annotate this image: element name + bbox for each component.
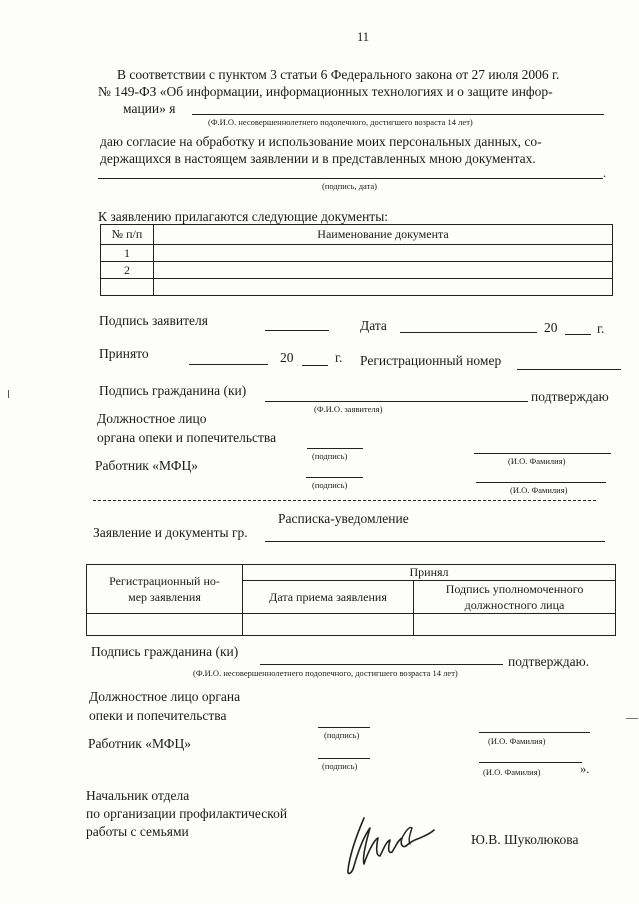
mfc-sign-caption: (подпись) bbox=[312, 480, 348, 490]
reg-number-label: Регистрационный номер bbox=[360, 353, 502, 368]
accepted-date-field[interactable] bbox=[189, 364, 268, 365]
consent-sign-caption: (подпись, дата) bbox=[322, 181, 378, 191]
col-accepted-header: Принял bbox=[243, 565, 616, 581]
consent-sign-field[interactable] bbox=[98, 178, 603, 179]
official-line-2: органа опеки и попечительства bbox=[97, 430, 277, 445]
consent-sign-end: . bbox=[603, 166, 607, 180]
fio-field[interactable] bbox=[192, 114, 604, 115]
official-name-field[interactable] bbox=[474, 453, 611, 454]
col-sign-header-line-2: должностного лица bbox=[464, 598, 565, 612]
mfc-sign-field[interactable] bbox=[306, 477, 363, 478]
documents-heading: К заявлению прилагаются следующие документы: bbox=[98, 209, 389, 224]
applicant-sign-field[interactable] bbox=[265, 330, 329, 331]
receipt-mfc-name-field[interactable] bbox=[479, 762, 582, 763]
head-name: Ю.В. Шуколюкова bbox=[471, 832, 579, 847]
sign-cell[interactable] bbox=[414, 614, 616, 636]
date-year-prefix: 20 bbox=[544, 320, 558, 335]
col-name-header: Наименование документа bbox=[154, 225, 613, 245]
mfc-name-field[interactable] bbox=[476, 482, 606, 483]
table-row bbox=[101, 262, 613, 279]
citizen-confirm: подтверждаю bbox=[531, 389, 609, 404]
receipt-official-sign-caption: (подпись) bbox=[324, 730, 360, 740]
receipt-confirm: подтверждаю. bbox=[508, 654, 590, 669]
applicant-fio-caption: (Ф.И.О. заявителя) bbox=[314, 404, 383, 414]
col-sign-header bbox=[414, 581, 616, 614]
reg-cell[interactable] bbox=[87, 614, 243, 636]
row-num bbox=[101, 279, 154, 296]
row-num: 2 bbox=[101, 262, 154, 279]
receipt-mfc-name-caption: (И.О. Фамилия) bbox=[483, 767, 541, 777]
receipt-closing: ». bbox=[580, 762, 590, 776]
receipt-title: Расписка-уведомление bbox=[278, 511, 409, 526]
consent-line-1: В соответствии с пунктом 3 статьи 6 Федерального закона от 27 июля 2006 г. bbox=[117, 67, 560, 82]
applicant-sign-label: Подпись заявителя bbox=[99, 313, 208, 328]
official-line-1: Должностное лицо bbox=[97, 411, 207, 426]
row-name-cell[interactable] bbox=[154, 279, 613, 296]
mfc-label: Работник «МФЦ» bbox=[95, 458, 198, 473]
citizen-sign-label: Подпись гражданина (ки) bbox=[99, 383, 247, 398]
consent-line-4: даю согласие на обработку и использование моих персональных данных, со- bbox=[100, 134, 542, 149]
reg-number-field[interactable] bbox=[517, 369, 621, 370]
consent-line-2: № 149-ФЗ «Об информации, информационных технологиях и о защите инфор- bbox=[98, 84, 553, 99]
consent-line-5: держащихся в настоящем заявлении и в представленных мною документах. bbox=[100, 151, 536, 166]
official-name-caption: (И.О. Фамилия) bbox=[508, 456, 566, 466]
fio-caption: (Ф.И.О. несовершеннолетнего подопечного, достигшего возраста 14 лет) bbox=[208, 117, 473, 127]
signature-image bbox=[340, 812, 440, 880]
col-reg-header-line-1: Регистрационный но- bbox=[109, 574, 220, 588]
receipt-table bbox=[86, 564, 616, 636]
receipt-official-name-caption: (И.О. Фамилия) bbox=[488, 736, 546, 746]
scan-mark bbox=[8, 390, 9, 398]
head-line-3: работы с семьями bbox=[86, 824, 189, 839]
table-row bbox=[87, 614, 616, 636]
receipt-docs-field[interactable] bbox=[265, 541, 605, 542]
receipt-mfc-sign-field[interactable] bbox=[318, 758, 370, 759]
scan-mark bbox=[626, 718, 638, 719]
date-label: Дата bbox=[360, 318, 387, 333]
mfc-name-caption: (И.О. Фамилия) bbox=[510, 485, 568, 495]
table-row bbox=[101, 279, 613, 296]
row-name-cell[interactable] bbox=[154, 245, 613, 262]
accepted-year-suffix: г. bbox=[335, 350, 343, 365]
receipt-official-line-1: Должностное лицо органа bbox=[89, 689, 241, 704]
row-name-cell[interactable] bbox=[154, 262, 613, 279]
date-year-field[interactable] bbox=[565, 334, 591, 335]
date-field[interactable] bbox=[400, 332, 537, 333]
row-num: 1 bbox=[101, 245, 154, 262]
page-number: 11 bbox=[357, 30, 370, 44]
consent-line-3: мации» я bbox=[123, 101, 176, 116]
receipt-docs-label: Заявление и документы гр. bbox=[93, 525, 248, 540]
receipt-citizen-sign-label: Подпись гражданина (ки) bbox=[91, 644, 239, 659]
official-sign-caption: (подпись) bbox=[312, 451, 348, 461]
receipt-official-name-field[interactable] bbox=[479, 732, 590, 733]
col-reg-header bbox=[87, 565, 243, 614]
head-line-1: Начальник отдела bbox=[86, 788, 190, 803]
table-row bbox=[101, 245, 613, 262]
col-sign-header-line-1: Подпись уполномоченного bbox=[445, 582, 584, 596]
receipt-official-line-2: опеки и попечительства bbox=[89, 708, 227, 723]
col-num-header: № п/п bbox=[101, 225, 154, 245]
receipt-citizen-sign-field[interactable] bbox=[260, 664, 503, 665]
date-cell[interactable] bbox=[243, 614, 414, 636]
col-reg-header-line-2: мер заявления bbox=[128, 590, 201, 604]
documents-table bbox=[100, 224, 613, 296]
receipt-mfc-sign-caption: (подпись) bbox=[322, 761, 358, 771]
citizen-sign-field[interactable] bbox=[265, 401, 528, 402]
receipt-official-sign-field[interactable] bbox=[318, 727, 370, 728]
official-sign-field[interactable] bbox=[307, 448, 363, 449]
col-date-header: Дата приема заявления bbox=[243, 581, 414, 614]
receipt-mfc-label: Работник «МФЦ» bbox=[88, 736, 191, 751]
accepted-year-field[interactable] bbox=[302, 365, 328, 366]
head-line-2: по организации профилактической bbox=[86, 806, 288, 821]
receipt-fio-caption: (Ф.И.О. несовершеннолетнего подопечного, достигшего возраста 14 лет) bbox=[193, 668, 458, 678]
date-year-suffix: г. bbox=[597, 321, 605, 336]
accepted-label: Принято bbox=[99, 346, 149, 361]
accepted-year-prefix: 20 bbox=[280, 350, 294, 365]
cut-line bbox=[93, 500, 596, 501]
